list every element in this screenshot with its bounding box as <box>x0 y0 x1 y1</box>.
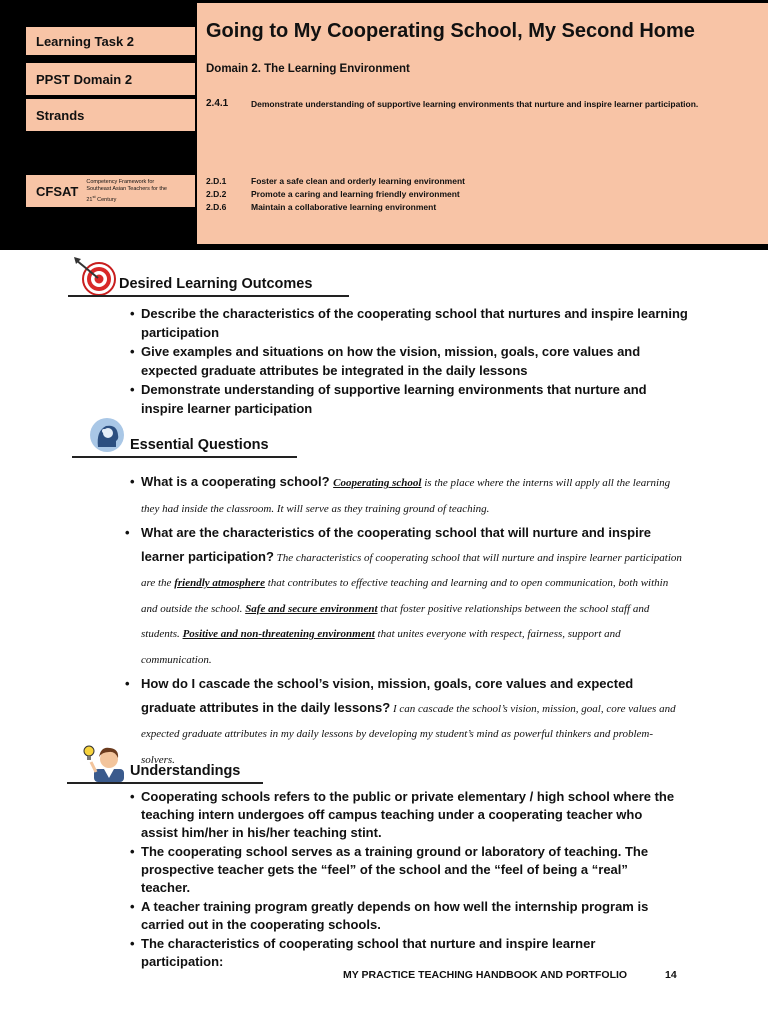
cfsat-description: Competency Framework for Southeast Asian Teachers for the 21st Century <box>86 178 167 203</box>
domain-heading: Domain 2. The Learning Environment <box>206 63 410 75</box>
strand-text: Promote a caring and learning friendly environment <box>251 189 460 199</box>
understandings-list <box>130 788 680 971</box>
list-item: • The characteristics of cooperating school that nurture and inspire learner participation: <box>130 935 680 971</box>
list-item: • Describe the characteristics of the cooperating school that nurtures and inspire learning participation <box>130 305 690 342</box>
questions-heading: Essential Questions <box>130 437 269 453</box>
question-text: How do I cascade the school’s vision, mission, goals, core values and expected graduate attributes in the daily lessons? <box>141 676 634 715</box>
page-title: Going to My Cooperating School, My Second Home <box>206 20 695 42</box>
header-banner <box>0 0 768 250</box>
indicator-text: Demonstrate understanding of supportive learning environments that nurture and inspire learner participation. <box>251 99 699 109</box>
understandings-heading: Understandings <box>130 763 241 779</box>
list-item: • Demonstrate understanding of supportive learning environments that nurture and inspire learner participation <box>130 381 690 418</box>
footer-text: MY PRACTICE TEACHING HANDBOOK AND PORTFOLIO <box>343 969 628 981</box>
strand-text: Maintain a collaborative learning environment <box>251 202 437 212</box>
outcomes-divider <box>68 295 349 297</box>
strand-code: 2.D.1 <box>206 176 227 186</box>
understandings-divider <box>67 782 263 784</box>
list-item: • Cooperating schools refers to the public or private elementary / high school where the teaching intern undergoes off campus teaching under a cooperating teacher who assist him/her in his/her teaching stint. <box>130 788 680 842</box>
page-number: 14 <box>665 969 677 981</box>
brain-head-icon <box>86 417 128 453</box>
teacher-idea-icon <box>82 742 128 782</box>
list-item: • Give examples and situations on how the vision, mission, goals, core values and expected graduate attributes be integrated in the daily lessons <box>130 343 690 380</box>
strands-label: Strands <box>26 99 195 131</box>
outcomes-heading: Desired Learning Outcomes <box>119 276 313 292</box>
answer-text: I can cascade the school’s vision, mission, goal, core values and expected graduate attributes in my daily lessons by developing my student’s mind as powerful thinkers and problem-solvers. <box>141 702 676 766</box>
strand-text: Foster a safe clean and orderly learning environment <box>251 176 465 186</box>
list-item <box>125 521 686 672</box>
questions-list <box>130 470 686 772</box>
indicator-code: 2.4.1 <box>206 98 229 109</box>
question-text: What are the characteristics of the cooperating school that will nurture and inspire learner participation? <box>141 525 651 564</box>
cfsat-label: CFSAT Competency Framework for Southeast Asian Teachers for the 21st Century <box>26 175 195 207</box>
question-text: What is a cooperating school? <box>141 474 330 489</box>
answer-text: Cooperating school is the place where the interns will apply all the learning they had inside the classroom. It will serve as they training ground of teaching. <box>141 477 671 515</box>
outcomes-list <box>130 305 690 418</box>
ppst-domain-label: PPST Domain 2 <box>26 63 195 95</box>
list-item <box>130 470 686 521</box>
target-icon <box>72 257 118 297</box>
strand-code: 2.D.6 <box>206 202 227 212</box>
list-item: • The cooperating school serves as a training ground or laboratory of teaching. The prospective teacher gets the “feel” of the school and the “feel of being a “real” teacher. <box>130 843 680 897</box>
answer-text: The characteristics of cooperating school that will nurture and inspire learner participation are the friendly atmosphere that contributes to effective teaching and learning and to open communication, both within and outside the school. Safe and secure environment that foster positive relationships between the school staff and students. Positive and non-threatening environment that unites everyone with respect, fairness, support and communication. <box>141 551 682 666</box>
strand-code: 2.D.2 <box>206 189 227 199</box>
list-item: • A teacher training program greatly depends on how well the internship program is carried out in the cooperating schools. <box>130 898 680 934</box>
list-item <box>125 672 686 772</box>
questions-divider <box>72 456 297 458</box>
learning-task-label: Learning Task 2 <box>26 27 195 55</box>
